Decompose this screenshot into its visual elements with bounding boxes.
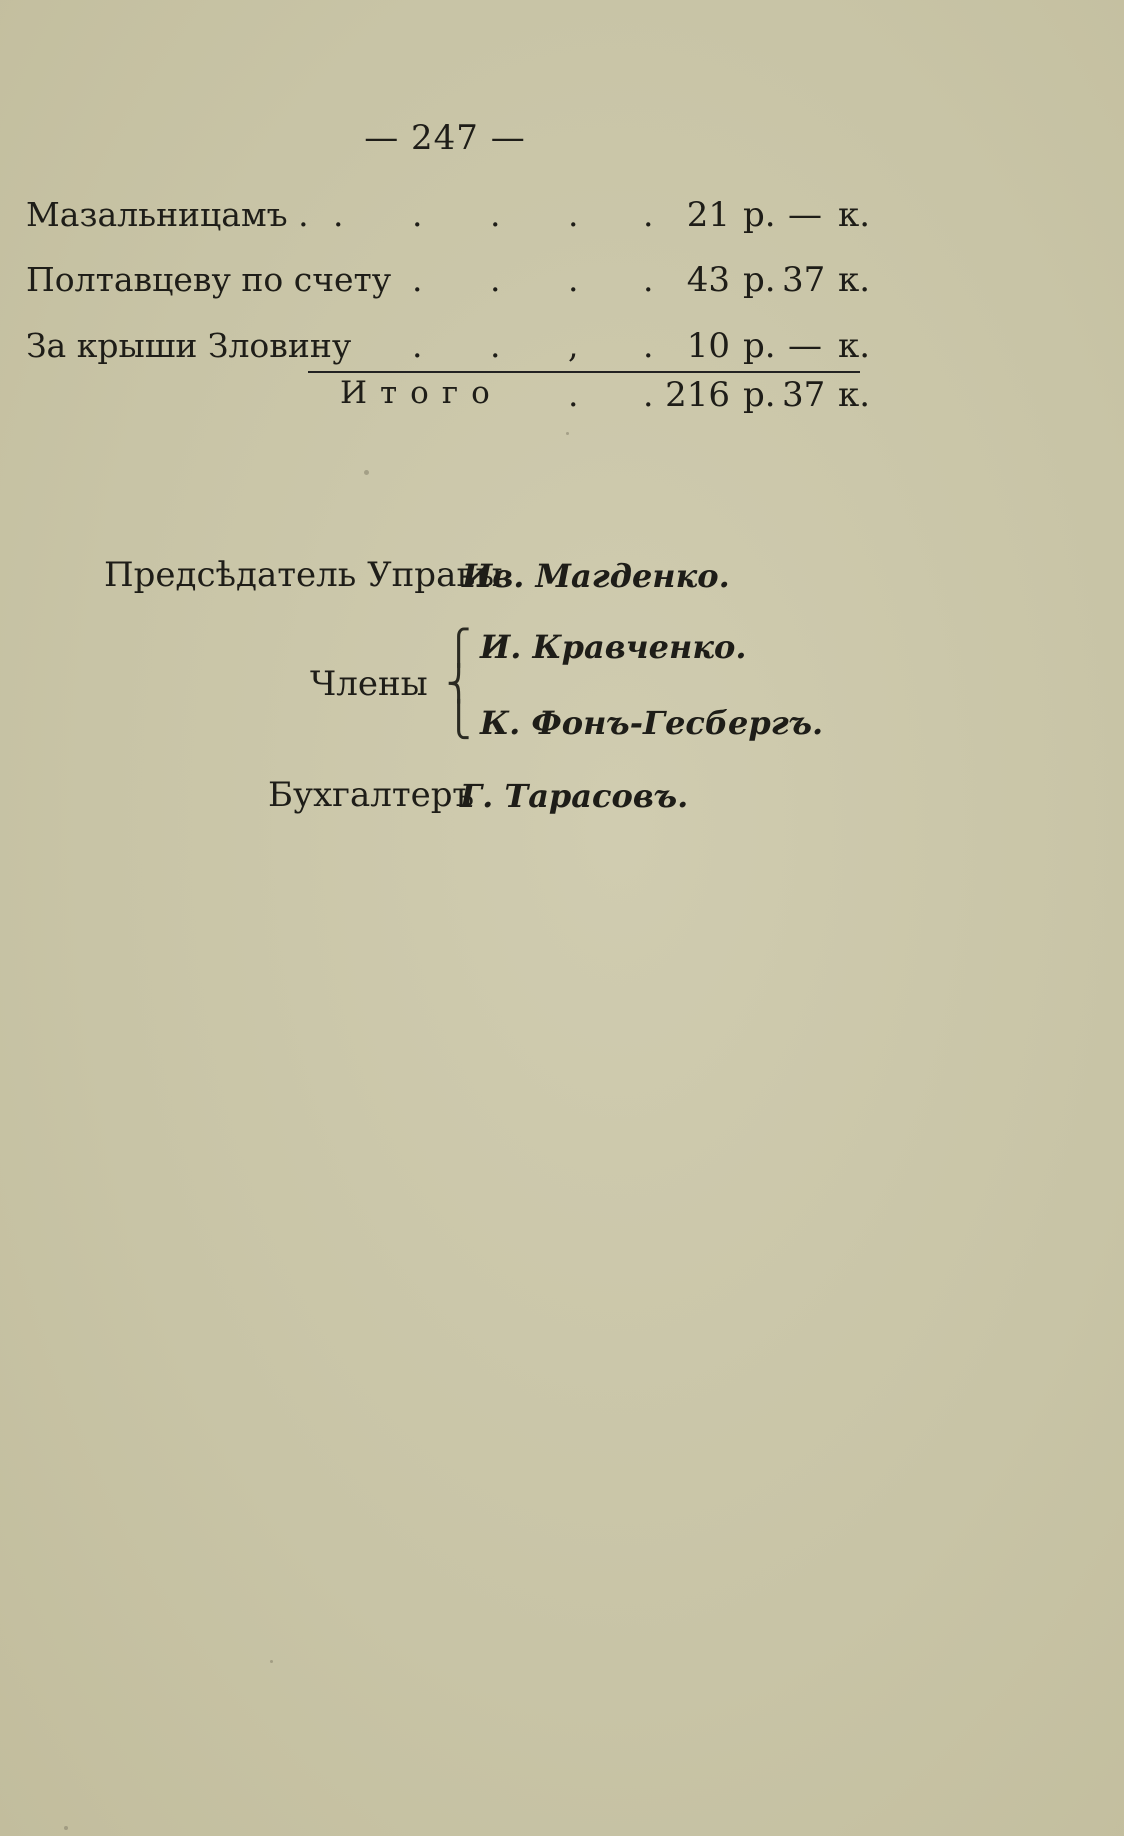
amount-kopeks: 37 <box>782 260 826 300</box>
accountant-title: Бухгалтеръ <box>268 775 475 815</box>
amount-rubles: 43 <box>686 260 730 300</box>
leader-dot: . <box>643 260 654 299</box>
rubles-unit: р. <box>743 326 776 366</box>
paper-speck <box>364 470 369 475</box>
paper-speck <box>566 432 569 435</box>
paper-speck <box>64 1826 68 1830</box>
row-label: За крыши Зловину <box>26 326 352 365</box>
total-kopeks: 37 <box>782 375 826 415</box>
total-rule <box>308 371 860 373</box>
leader-dot: . <box>643 375 654 414</box>
chairman-title: Предсѣдатель Управы <box>104 555 503 595</box>
amount-kopeks: — <box>788 326 822 366</box>
leader-dot: . <box>333 195 344 234</box>
leader-dot: . <box>643 326 654 365</box>
member-1-name: И. Кравченко. <box>480 628 747 666</box>
members-title: Члены <box>310 664 428 704</box>
kopeks-unit: к. <box>838 260 871 300</box>
member-2-name: К. Фонъ-Гесбергъ. <box>480 704 824 742</box>
total-rubles: 216 <box>665 375 730 415</box>
rubles-unit: р. <box>743 375 776 415</box>
chairman-name: Ив. Магденко. <box>462 557 730 595</box>
amount-rubles: 21 <box>686 195 730 235</box>
leader-dot: . <box>568 260 579 299</box>
accountant-name: Г. Тарасовъ. <box>460 777 689 815</box>
kopeks-unit: к. <box>838 375 871 415</box>
leader-dot: , <box>568 326 579 365</box>
leader-dot: . <box>643 195 654 234</box>
leader-dot: . <box>412 326 423 365</box>
kopeks-unit: к. <box>838 195 871 235</box>
leader-dot: . <box>412 195 423 234</box>
rubles-unit: р. <box>743 260 776 300</box>
paper-speck <box>270 1660 273 1663</box>
row-label: Полтавцеву по счету <box>26 260 392 299</box>
leader-dot: . <box>568 195 579 234</box>
leader-dot: . <box>412 260 423 299</box>
page-number: — 247 — <box>364 118 526 158</box>
brace-top: ⎧ <box>446 628 472 668</box>
amount-kopeks: — <box>788 195 822 235</box>
row-label: Мазальницамъ . <box>26 195 309 234</box>
brace-middle: ⎨ <box>446 664 472 704</box>
amount-rubles: 10 <box>686 326 730 366</box>
leader-dot: . <box>490 326 501 365</box>
brace-bottom: ⎩ <box>446 700 472 740</box>
total-label: Итого <box>340 375 503 411</box>
leader-dot: . <box>490 260 501 299</box>
leader-dot: . <box>490 195 501 234</box>
kopeks-unit: к. <box>838 326 871 366</box>
rubles-unit: р. <box>743 195 776 235</box>
leader-dot: . <box>568 375 579 414</box>
